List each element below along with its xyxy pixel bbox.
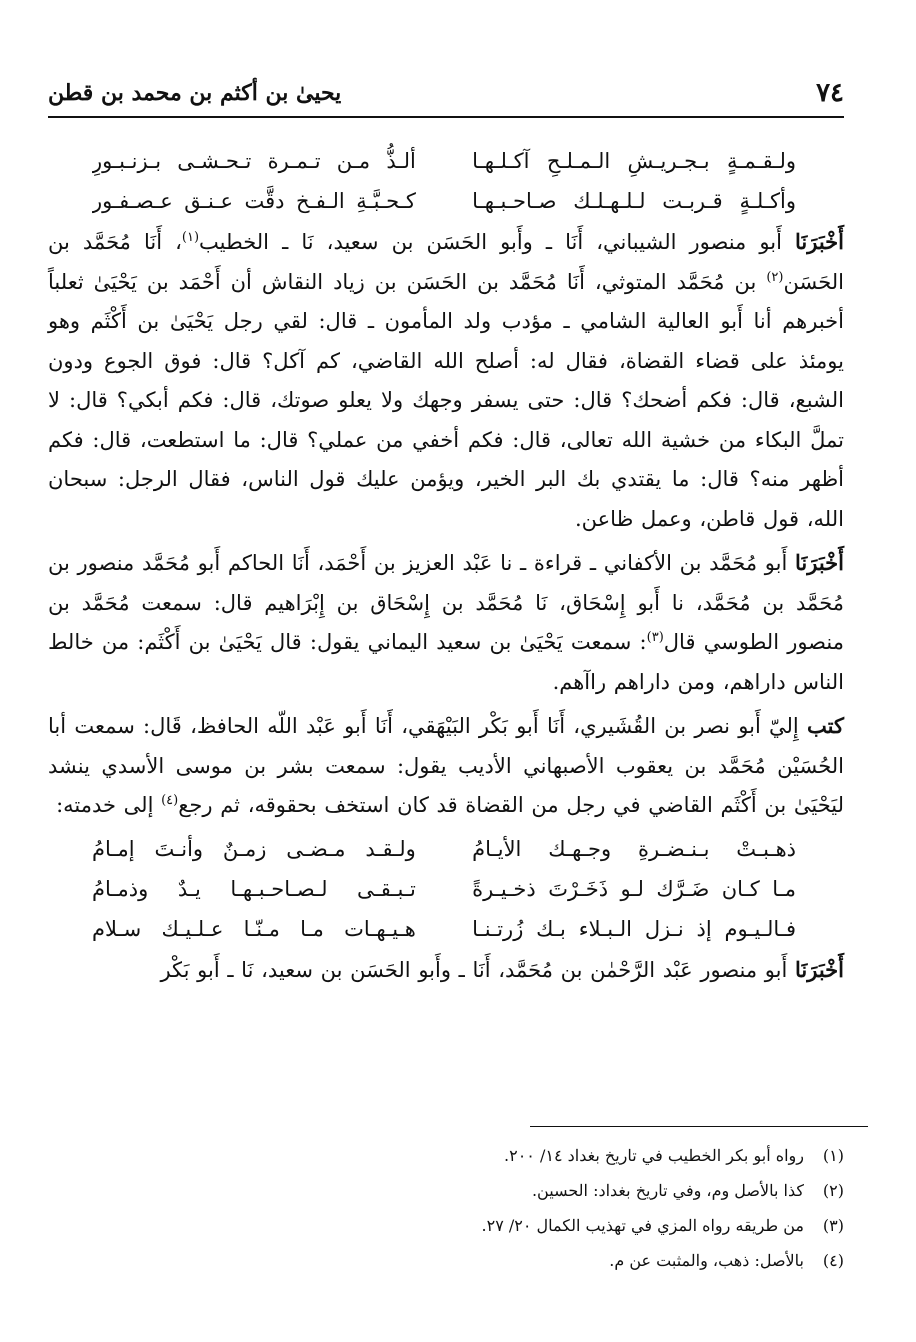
paragraph-text: : سمعت يَحْيَىٰ بن سعيد اليماني يقول: قال يَحْيَىٰ بن أَكْثَم: من خالط الناس داراهم، ومن داراهم راآهم. bbox=[48, 630, 844, 694]
running-title: يحيىٰ بن أكثم بن محمد بن قطن bbox=[48, 80, 342, 106]
footnote-number: (٤) bbox=[822, 1251, 844, 1270]
footnote bbox=[48, 1138, 844, 1173]
verse bbox=[92, 142, 796, 182]
paragraph-1 bbox=[48, 222, 844, 539]
paragraph-text: إِليّ أَبو نصر بن القُشَيري، أَنَا أَبو بَكْر البَيْهَقي، أَنَا أَبو عَبْد اللّه الحافظ، قَال: سمعت أبا الحُسَيْن مُحَمَّد بن يعقوب الأصبهاني الأديب يقول: سمعت بشر بن موسى الأسدي ينشد ليَحْيَىٰ بن أَكْثَم القاضي في رجل من القضاة قد كان استخف بحقوقه، ثم رجع bbox=[48, 714, 844, 817]
paragraph-4 bbox=[48, 950, 844, 991]
paragraph-2 bbox=[48, 543, 844, 702]
page-number: ٧٤ bbox=[816, 78, 844, 108]
paragraph-text: ، أَنَا مُحَمَّد بن الحَسَن bbox=[48, 230, 844, 294]
verse-first-half: ولـقـمـةٍ بـجـريـشِ الـمـلـحِ آكـلـهـا bbox=[472, 149, 796, 174]
paragraph-text: بن مُحَمَّد المتوثي، أَنَا مُحَمَّد بن الحَسَن بن زياد النقاش أن أَحْمَد بن يَحْيَىٰ ثعلباً أخبرهم أنا أَبو العالية الشامي ـ مؤدب ولد المأمون ـ قال: لقي رجل يَحْيَىٰ بن أَكْثَم وهو يومئذ على قضاء القضاة، فقال له: أصلح الله القاضي، كم آكل؟ قال: فوق الجوع ودون الشبع، قال: فكم أضحك؟ قال: حتى يسفر وجهك ولا يعلو صوتك، قال: فكم أبكي؟ قال: لا تملَّ البكاء من خشية الله تعالى، قال: فكم أخفي من عملي؟ قال: ما استطعت، قال: فكم أظهر منه؟ قال: ما يقتدي بك البر الخير، ويؤمن عليك قول الناس، فقال الرجل: سبحان الله، قول قاطن، وعمل ظاعن. bbox=[48, 269, 844, 531]
footnote-reference[interactable]: (٤) bbox=[161, 793, 179, 808]
verse-first-half: فـالـيـوم إذ نـزل الـبـلاء بـك زُرتـنـا bbox=[472, 916, 796, 941]
verse-second-half: ألـذُّ مـن تـمـرة تـحـشـى بـزنـبـورِ bbox=[92, 149, 416, 174]
narration-keyword: كتب bbox=[807, 713, 844, 738]
footnote-number: (١) bbox=[822, 1146, 844, 1165]
paragraph-text: أَبو منصور الشيباني، أَنَا ـ وأَبو الحَسَن بن سعيد، نَا ـ الخطيب bbox=[199, 230, 795, 254]
footnote bbox=[48, 1243, 844, 1278]
verse-second-half: هـيـهـات مـا مـنّـا عـلـيـك سـلام bbox=[92, 916, 416, 941]
verse-first-half: وأكـلـةٍ قـربـت لـلـهـلـك صـاحـبـهـا bbox=[472, 189, 796, 214]
poem-block-2 bbox=[92, 830, 796, 950]
verse-first-half: مـا كـان ضَـرَّك لـو ذَخَـرْتَ ذخـيـرةً bbox=[472, 876, 796, 901]
verse bbox=[92, 182, 796, 222]
footnote-divider bbox=[530, 1126, 868, 1127]
verse-second-half: ولـقـد مـضـى زمـنٌ وأنـتَ إمـامُ bbox=[92, 836, 416, 861]
main-text bbox=[48, 142, 844, 994]
page-header bbox=[48, 70, 844, 118]
footnote-text: رواه أبو بكر الخطيب في تاريخ بغداد ١٤/ ٢٠٠. bbox=[504, 1146, 804, 1165]
paragraph-3 bbox=[48, 706, 844, 826]
footnote-text: كذا بالأصل وم، وفي تاريخ بغداد: الحسين. bbox=[531, 1181, 804, 1200]
narration-keyword: أَخْبَرَنَا bbox=[795, 550, 844, 575]
footnote-reference[interactable]: (١) bbox=[181, 230, 200, 245]
footnote bbox=[48, 1208, 844, 1243]
footnote-number: (٢) bbox=[822, 1181, 844, 1200]
footnote bbox=[48, 1173, 844, 1208]
footnote-number: (٣) bbox=[822, 1216, 844, 1235]
verse-second-half: كـحـبَّـةِ الـفـخ دقَّت عـنـق عـصـفـور bbox=[92, 189, 416, 214]
footnotes bbox=[48, 1138, 844, 1278]
paragraph-text: أَبو مُحَمَّد بن الأكفاني ـ قراءة ـ نا عَبْد العزيز بن أَحْمَد، أَنَا الحاكم أَبو مُحَمَّد منصور بن مُحَمَّد بن مُحَمَّد، نا أَبو إِسْحَاق، نَا مُحَمَّد بن إِسْحَاق بن إِبْرَاهيم قال: سمعت مُحَمَّد بن منصور الطوسي قال bbox=[48, 551, 844, 654]
narration-keyword: أَخْبَرَنَا bbox=[795, 956, 844, 982]
verse bbox=[92, 870, 796, 910]
verse bbox=[92, 910, 796, 950]
paragraph-text: أَبو منصور عَبْد الرَّحْمٰن بن مُحَمَّد، أَنَا ـ وأَبو الحَسَن بن سعيد، نَا ـ أَبو بَكْر bbox=[160, 957, 796, 982]
narration-keyword: أَخْبَرَنَا bbox=[795, 229, 844, 254]
footnote-reference[interactable]: (٢) bbox=[766, 269, 784, 285]
footnote-reference[interactable]: (٣) bbox=[646, 630, 664, 645]
poem-block-1 bbox=[92, 142, 796, 222]
footnote-text: بالأصل: ذهب، والمثبت عن م. bbox=[609, 1251, 804, 1270]
verse-first-half: ذهـبـتْ بـنـضـرةِ وجـهـك الأيـامُ bbox=[472, 836, 796, 861]
verse bbox=[92, 830, 796, 870]
footnote-text: من طريقه رواه المزي في تهذيب الكمال ٢٠/ ٢٧. bbox=[481, 1216, 804, 1235]
verse-second-half: تـبـقـى لـصـاحـبـهـا يـدٌ وذمـامُ bbox=[92, 876, 416, 901]
paragraph-text: إلى خدمته: bbox=[56, 793, 162, 817]
